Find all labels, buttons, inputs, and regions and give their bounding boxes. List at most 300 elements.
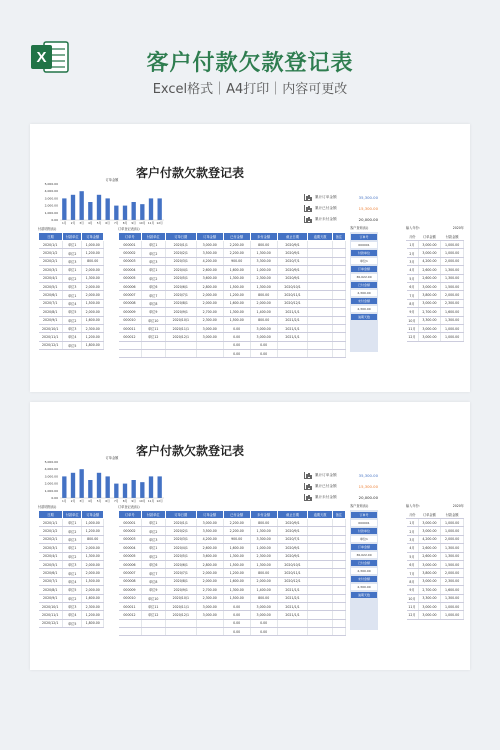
table-cell[interactable]	[308, 594, 332, 602]
table-cell[interactable]: 000005	[119, 552, 142, 560]
table-cell[interactable]: 1,500.00	[82, 577, 104, 585]
table-cell[interactable]: 900.00	[223, 257, 250, 265]
table-cell[interactable]: 单位8	[141, 577, 165, 585]
table-cell[interactable]: 2020/9/1	[165, 308, 196, 316]
table-cell[interactable]: 单位2	[62, 274, 82, 282]
table-cell[interactable]: 单位11	[141, 324, 165, 332]
table-cell[interactable]	[308, 535, 332, 543]
table-cell[interactable]: 000003	[119, 535, 142, 543]
table-cell[interactable]: 1月	[407, 241, 419, 249]
query-field-button[interactable]: 订单号	[351, 234, 377, 240]
query-field-button[interactable]: 未付金额	[351, 298, 377, 304]
table-cell[interactable]: 1,600.00	[441, 308, 464, 316]
query-value-cell[interactable]: 2,300.00	[351, 568, 377, 574]
table-cell[interactable]: 800.00	[82, 535, 104, 543]
table-cell[interactable]	[332, 266, 345, 274]
table-cell[interactable]: 1,000.00	[250, 266, 277, 274]
table-cell[interactable]: 000007	[119, 569, 142, 577]
table-cell[interactable]: 单位3	[62, 535, 82, 543]
table-cell[interactable]: 单位1	[141, 241, 165, 249]
table-cell[interactable]: 1,500.00	[82, 299, 104, 307]
table-cell[interactable]	[332, 350, 345, 358]
table-cell[interactable]: 单位9	[141, 308, 165, 316]
table-cell[interactable]: 3,500.00	[196, 249, 223, 257]
table-cell[interactable]	[308, 299, 332, 307]
table-cell[interactable]: 2020/10/1	[39, 324, 63, 332]
table-cell[interactable]: 0.00	[223, 324, 250, 332]
table-cell[interactable]: 2,800.00	[196, 560, 223, 568]
table-cell[interactable]: 3,500.00	[196, 527, 223, 535]
table-cell[interactable]: 000006	[119, 282, 142, 290]
table-cell[interactable]: 1,300.00	[441, 594, 464, 602]
table-cell[interactable]: 3,000.00	[196, 324, 223, 332]
table-cell[interactable]: 2020/11/1	[39, 611, 63, 619]
query-value-cell[interactable]: 000001	[351, 520, 377, 526]
table-cell[interactable]	[332, 544, 345, 552]
table-cell[interactable]: 2,300.00	[82, 324, 104, 332]
table-cell[interactable]: 1,600.00	[223, 266, 250, 274]
table-cell[interactable]: 1,600.00	[223, 544, 250, 552]
query-field-button[interactable]: 订单号	[351, 512, 377, 518]
table-cell[interactable]: 6月	[407, 560, 419, 568]
table-cell[interactable]: 2020/5/1	[165, 552, 196, 560]
table-cell[interactable]: 2020/9/1	[39, 594, 63, 602]
table-cell[interactable]: 单位8	[141, 299, 165, 307]
table-cell[interactable]: 2,000.00	[196, 299, 223, 307]
table-cell[interactable]: 2020/12/1	[277, 299, 308, 307]
table-cell[interactable]	[308, 324, 332, 332]
table-cell[interactable]: 单位6	[141, 282, 165, 290]
table-cell[interactable]: 2020/9/1	[277, 266, 308, 274]
table-cell[interactable]: 800.00	[250, 519, 277, 527]
table-cell[interactable]: 1,500.00	[441, 560, 464, 568]
table-cell[interactable]: 单位1	[62, 544, 82, 552]
table-cell[interactable]: 2020/5/1	[165, 274, 196, 282]
table-cell[interactable]: 2020/7/1	[39, 577, 63, 585]
table-cell[interactable]: 2021/2/1	[277, 316, 308, 324]
table-cell[interactable]: 3,300.00	[250, 257, 277, 265]
table-cell[interactable]: 2,600.00	[196, 544, 223, 552]
table-cell[interactable]: 1,600.00	[82, 316, 104, 324]
query-value-cell[interactable]: 单位1	[351, 258, 377, 264]
table-cell[interactable]: 3,000.00	[196, 333, 223, 341]
table-cell[interactable]	[308, 316, 332, 324]
table-cell[interactable]: 000001	[119, 241, 142, 249]
table-cell[interactable]: 1,500.00	[441, 282, 464, 290]
table-cell[interactable]: 1,300.00	[250, 560, 277, 568]
table-cell[interactable]: 1,300.00	[441, 266, 464, 274]
table-cell[interactable]: 3月	[407, 535, 419, 543]
table-cell[interactable]: 11月	[407, 324, 419, 332]
table-cell[interactable]: 2020/4/1	[165, 544, 196, 552]
table-cell[interactable]	[308, 569, 332, 577]
table-cell[interactable]: 单位10	[141, 316, 165, 324]
table-cell[interactable]: 000012	[119, 611, 142, 619]
table-cell[interactable]: 单位2	[141, 249, 165, 257]
table-cell[interactable]: 2020/7/1	[165, 569, 196, 577]
table-cell[interactable]	[332, 552, 345, 560]
table-cell[interactable]: 2,000.00	[82, 308, 104, 316]
table-cell[interactable]: 1,800.00	[82, 341, 104, 349]
query-value-cell[interactable]: 2,300.00	[351, 290, 377, 296]
table-cell[interactable]	[332, 535, 345, 543]
table-cell[interactable]: 3月	[407, 257, 419, 265]
table-cell[interactable]: 2020/9/1	[277, 274, 308, 282]
table-cell[interactable]: 11月	[407, 602, 419, 610]
table-cell[interactable]: 2,000.00	[82, 291, 104, 299]
table-cell[interactable]: 2,300.00	[196, 594, 223, 602]
table-cell[interactable]: 1,200.00	[82, 249, 104, 257]
table-cell[interactable]: 2月	[407, 249, 419, 257]
table-cell[interactable]: 1,300.00	[441, 552, 464, 560]
table-cell[interactable]	[308, 544, 332, 552]
table-cell[interactable]: 10月	[407, 594, 419, 602]
query-field-button[interactable]: 已付金额	[351, 282, 377, 288]
table-cell[interactable]: 2020/2/1	[165, 249, 196, 257]
table-cell[interactable]	[308, 577, 332, 585]
table-cell[interactable]: 1,300.00	[441, 316, 464, 324]
table-cell[interactable]: 2,300.00	[441, 299, 464, 307]
table-cell[interactable]: 5月	[407, 552, 419, 560]
table-cell[interactable]	[308, 282, 332, 290]
table-cell[interactable]: 单位3	[62, 324, 82, 332]
table-cell[interactable]: 000004	[119, 544, 142, 552]
table-cell[interactable]: 1,000.00	[441, 519, 464, 527]
table-cell[interactable]	[165, 341, 196, 349]
table-cell[interactable]: 2020/10/1	[165, 594, 196, 602]
table-cell[interactable]: 1,500.00	[223, 594, 250, 602]
table-cell[interactable]: 7月	[407, 291, 419, 299]
table-cell[interactable]: 2,700.00	[418, 586, 441, 594]
table-cell[interactable]: 2020/12/1	[165, 333, 196, 341]
table-cell[interactable]	[165, 350, 196, 358]
table-cell[interactable]: 1,000.00	[441, 241, 464, 249]
table-cell[interactable]: 2,200.00	[223, 527, 250, 535]
table-cell[interactable]: 800.00	[250, 569, 277, 577]
table-cell[interactable]: 单位11	[141, 602, 165, 610]
table-cell[interactable]: 2020/8/1	[39, 308, 63, 316]
table-cell[interactable]: 2020/6/1	[39, 569, 63, 577]
table-cell[interactable]: 3,000.00	[418, 324, 441, 332]
table-cell[interactable]: 2,300.00	[441, 577, 464, 585]
table-cell[interactable]: 0.00	[223, 602, 250, 610]
table-cell[interactable]: 单位1	[62, 266, 82, 274]
table-cell[interactable]: 1,600.00	[441, 586, 464, 594]
table-cell[interactable]: 10月	[407, 316, 419, 324]
table-cell[interactable]: 3,300.00	[250, 535, 277, 543]
table-cell[interactable]: 8月	[407, 299, 419, 307]
table-cell[interactable]: 1,300.00	[441, 274, 464, 282]
table-cell[interactable]: 000005	[119, 274, 142, 282]
table-cell[interactable]: 2021/1/1	[277, 333, 308, 341]
table-cell[interactable]	[332, 282, 345, 290]
table-cell[interactable]: 000008	[119, 299, 142, 307]
table-cell[interactable]: 000009	[119, 586, 142, 594]
table-cell[interactable]: 000007	[119, 291, 142, 299]
table-cell[interactable]: 2,200.00	[223, 519, 250, 527]
table-cell[interactable]	[277, 341, 308, 349]
table-cell[interactable]: 2,300.00	[250, 552, 277, 560]
table-cell[interactable]: 单位1	[62, 569, 82, 577]
table-cell[interactable]: 1月	[407, 519, 419, 527]
table-cell[interactable]: 000012	[119, 333, 142, 341]
table-cell[interactable]: 2020/10/1	[277, 282, 308, 290]
table-cell[interactable]: 3,000.00	[418, 577, 441, 585]
table-cell[interactable]: 单位5	[62, 586, 82, 594]
table-cell[interactable]: 2,600.00	[418, 544, 441, 552]
table-cell[interactable]: 1,400.00	[250, 308, 277, 316]
table-cell[interactable]: 单位2	[62, 552, 82, 560]
table-cell[interactable]: 1,200.00	[223, 291, 250, 299]
table-cell[interactable]: 2,000.00	[196, 569, 223, 577]
table-cell[interactable]: 2,300.00	[82, 602, 104, 610]
table-cell[interactable]: 2020/3/1	[39, 544, 63, 552]
table-cell[interactable]: 单位3	[62, 257, 82, 265]
table-cell[interactable]: 1,300.00	[82, 552, 104, 560]
table-cell[interactable]: 单位2	[62, 316, 82, 324]
table-cell[interactable]: 2020/2/1	[165, 527, 196, 535]
table-cell[interactable]: 000002	[119, 249, 142, 257]
table-cell[interactable]: 3,800.00	[418, 569, 441, 577]
table-cell[interactable]: 2020/7/1	[277, 535, 308, 543]
table-cell[interactable]: 2,000.00	[82, 544, 104, 552]
table-cell[interactable]	[308, 274, 332, 282]
table-cell[interactable]	[165, 628, 196, 636]
table-cell[interactable]: 4月	[407, 544, 419, 552]
table-cell[interactable]: 0.00	[250, 628, 277, 636]
query-field-button[interactable]: 订单金额	[351, 544, 377, 550]
table-cell[interactable]: 2,000.00	[441, 291, 464, 299]
table-cell[interactable]	[277, 619, 308, 627]
year-input-value[interactable]: 2020年	[452, 504, 464, 508]
table-cell[interactable]: 1,600.00	[223, 577, 250, 585]
table-cell[interactable]: 2021/1/1	[277, 586, 308, 594]
table-cell[interactable]: 2020/1/1	[39, 519, 63, 527]
table-cell[interactable]: 单位10	[141, 594, 165, 602]
table-cell[interactable]: 2020/8/1	[39, 586, 63, 594]
table-cell[interactable]	[196, 350, 223, 358]
table-cell[interactable]: 3,000.00	[418, 241, 441, 249]
table-cell[interactable]	[308, 602, 332, 610]
table-cell[interactable]: 2020/9/1	[277, 552, 308, 560]
table-cell[interactable]: 4,200.00	[196, 535, 223, 543]
table-cell[interactable]: 3,000.00	[250, 324, 277, 332]
table-cell[interactable]: 6月	[407, 282, 419, 290]
table-cell[interactable]: 2,000.00	[441, 569, 464, 577]
table-cell[interactable]: 2020/8/1	[165, 577, 196, 585]
table-cell[interactable]	[308, 333, 332, 341]
table-cell[interactable]: 1,300.00	[250, 249, 277, 257]
table-cell[interactable]: 单位2	[141, 527, 165, 535]
table-cell[interactable]: 0.00	[250, 350, 277, 358]
table-cell[interactable]: 3,300.00	[418, 316, 441, 324]
table-cell[interactable]: 2020/4/1	[39, 274, 63, 282]
table-cell[interactable]: 1,800.00	[82, 619, 104, 627]
table-cell[interactable]: 0.00	[223, 333, 250, 341]
table-cell[interactable]: 单位2	[62, 594, 82, 602]
table-cell[interactable]: 3,000.00	[418, 560, 441, 568]
table-cell[interactable]: 单位1	[62, 519, 82, 527]
table-cell[interactable]: 3,800.00	[418, 291, 441, 299]
table-cell[interactable]: 3,000.00	[196, 611, 223, 619]
query-value-cell[interactable]: 36,022.00	[351, 274, 377, 280]
table-cell[interactable]: 1,000.00	[441, 333, 464, 341]
table-cell[interactable]: 3,300.00	[418, 594, 441, 602]
table-cell[interactable]: 单位7	[141, 291, 165, 299]
table-cell[interactable]: 2020/11/1	[39, 333, 63, 341]
table-cell[interactable]	[332, 628, 345, 636]
table-cell[interactable]: 单位1	[62, 241, 82, 249]
table-cell[interactable]: 1,500.00	[223, 316, 250, 324]
table-cell[interactable]: 单位3	[62, 602, 82, 610]
table-cell[interactable]	[308, 266, 332, 274]
table-cell[interactable]: 8月	[407, 577, 419, 585]
table-cell[interactable]: 2020/6/1	[39, 291, 63, 299]
table-cell[interactable]: 单位7	[141, 569, 165, 577]
table-cell[interactable]: 2020/6/1	[165, 560, 196, 568]
table-cell[interactable]: 单位5	[62, 341, 82, 349]
table-cell[interactable]: 1,000.00	[441, 602, 464, 610]
table-cell[interactable]: 2020/3/1	[39, 266, 63, 274]
table-cell[interactable]: 单位12	[141, 611, 165, 619]
table-cell[interactable]	[196, 628, 223, 636]
table-cell[interactable]: 2020/7/1	[39, 299, 63, 307]
table-cell[interactable]: 2020/9/1	[277, 527, 308, 535]
table-cell[interactable]: 3,000.00	[418, 299, 441, 307]
table-cell[interactable]: 1,000.00	[82, 519, 104, 527]
table-cell[interactable]: 800.00	[250, 241, 277, 249]
table-cell[interactable]	[141, 341, 165, 349]
table-cell[interactable]	[308, 527, 332, 535]
table-cell[interactable]: 2,000.00	[82, 266, 104, 274]
table-cell[interactable]: 2,000.00	[441, 535, 464, 543]
table-cell[interactable]: 1,600.00	[223, 299, 250, 307]
table-cell[interactable]: 2,700.00	[196, 586, 223, 594]
table-cell[interactable]: 0.00	[223, 611, 250, 619]
table-cell[interactable]: 1,000.00	[441, 249, 464, 257]
query-field-button[interactable]: 订单金额	[351, 266, 377, 272]
table-cell[interactable]: 3,000.00	[196, 602, 223, 610]
table-cell[interactable]: 3,000.00	[418, 611, 441, 619]
table-cell[interactable]: 2020/9/1	[277, 241, 308, 249]
table-cell[interactable]: 800.00	[250, 291, 277, 299]
table-cell[interactable]: 2,000.00	[82, 282, 104, 290]
table-cell[interactable]: 2020/11/1	[277, 569, 308, 577]
table-cell[interactable]: 2,600.00	[418, 266, 441, 274]
table-cell[interactable]	[277, 628, 308, 636]
table-cell[interactable]: 2020/1/1	[165, 241, 196, 249]
table-cell[interactable]: 1,200.00	[82, 333, 104, 341]
table-cell[interactable]: 1,200.00	[82, 611, 104, 619]
table-cell[interactable]: 1,200.00	[82, 527, 104, 535]
table-cell[interactable]	[308, 552, 332, 560]
table-cell[interactable]: 2020/4/1	[165, 266, 196, 274]
table-cell[interactable]: 000006	[119, 560, 142, 568]
table-cell[interactable]: 2020/9/1	[165, 586, 196, 594]
table-cell[interactable]	[308, 241, 332, 249]
year-input-value[interactable]: 2020年	[452, 226, 464, 230]
table-cell[interactable]: 000003	[119, 257, 142, 265]
table-cell[interactable]: 000008	[119, 577, 142, 585]
table-cell[interactable]: 2,000.00	[82, 560, 104, 568]
table-cell[interactable]	[141, 350, 165, 358]
table-cell[interactable]: 2020/9/1	[277, 519, 308, 527]
table-cell[interactable]: 2,700.00	[196, 308, 223, 316]
table-cell[interactable]: 单位4	[62, 333, 82, 341]
table-cell[interactable]: 单位3	[62, 282, 82, 290]
table-cell[interactable]: 2020/1/2	[39, 249, 63, 257]
table-cell[interactable]	[332, 577, 345, 585]
table-cell[interactable]: 0.00	[250, 341, 277, 349]
table-cell[interactable]: 2020/10/1	[39, 602, 63, 610]
table-cell[interactable]: 2020/5/1	[39, 560, 63, 568]
table-cell[interactable]	[332, 274, 345, 282]
table-cell[interactable]: 2021/1/1	[277, 324, 308, 332]
table-cell[interactable]: 2020/7/1	[277, 257, 308, 265]
table-cell[interactable]: 4,200.00	[196, 257, 223, 265]
table-cell[interactable]: 单位5	[62, 619, 82, 627]
table-cell[interactable]	[308, 308, 332, 316]
query-value-cell[interactable]: 2,300.00	[351, 306, 377, 312]
table-cell[interactable]: 3,000.00	[418, 602, 441, 610]
table-cell[interactable]	[332, 257, 345, 265]
table-cell[interactable]: 4月	[407, 266, 419, 274]
table-cell[interactable]	[308, 257, 332, 265]
table-cell[interactable]: 2,000.00	[82, 586, 104, 594]
table-cell[interactable]: 1,000.00	[441, 527, 464, 535]
query-field-button[interactable]: 已付金额	[351, 560, 377, 566]
table-cell[interactable]: 3,000.00	[196, 241, 223, 249]
table-cell[interactable]	[119, 341, 142, 349]
query-field-button[interactable]: 未付金额	[351, 576, 377, 582]
table-cell[interactable]: 单位5	[62, 308, 82, 316]
table-cell[interactable]	[332, 324, 345, 332]
table-cell[interactable]: 9月	[407, 308, 419, 316]
table-cell[interactable]: 2020/4/1	[39, 552, 63, 560]
table-cell[interactable]	[308, 291, 332, 299]
table-cell[interactable]: 2020/12/1	[39, 341, 63, 349]
table-cell[interactable]: 2,300.00	[196, 316, 223, 324]
table-cell[interactable]: 000010	[119, 316, 142, 324]
table-cell[interactable]: 2021/1/1	[277, 602, 308, 610]
table-cell[interactable]: 1,500.00	[223, 560, 250, 568]
table-cell[interactable]: 3,000.00	[196, 519, 223, 527]
table-cell[interactable]: 4,200.00	[418, 535, 441, 543]
table-cell[interactable]: 2020/12/1	[39, 619, 63, 627]
table-cell[interactable]: 单位6	[141, 560, 165, 568]
table-cell[interactable]	[165, 619, 196, 627]
table-cell[interactable]: 单位2	[141, 552, 165, 560]
table-cell[interactable]: 2,200.00	[223, 249, 250, 257]
table-cell[interactable]: 2,600.00	[418, 552, 441, 560]
table-cell[interactable]: 2,600.00	[418, 274, 441, 282]
table-cell[interactable]: 2020/11/1	[165, 324, 196, 332]
table-cell[interactable]: 2020/2/1	[39, 257, 63, 265]
table-cell[interactable]: 1,300.00	[250, 527, 277, 535]
table-cell[interactable]	[332, 308, 345, 316]
table-cell[interactable]	[332, 569, 345, 577]
table-cell[interactable]: 2020/10/1	[277, 560, 308, 568]
table-cell[interactable]: 2021/2/1	[277, 594, 308, 602]
table-cell[interactable]: 3,000.00	[250, 602, 277, 610]
table-cell[interactable]: 5月	[407, 274, 419, 282]
table-cell[interactable]: 2021/1/1	[277, 308, 308, 316]
table-cell[interactable]: 2020/1/1	[39, 241, 63, 249]
table-cell[interactable]: 1,000.00	[441, 324, 464, 332]
query-value-cell[interactable]: 36,022.00	[351, 552, 377, 558]
table-cell[interactable]: 3,000.00	[418, 282, 441, 290]
table-cell[interactable]: 000009	[119, 308, 142, 316]
